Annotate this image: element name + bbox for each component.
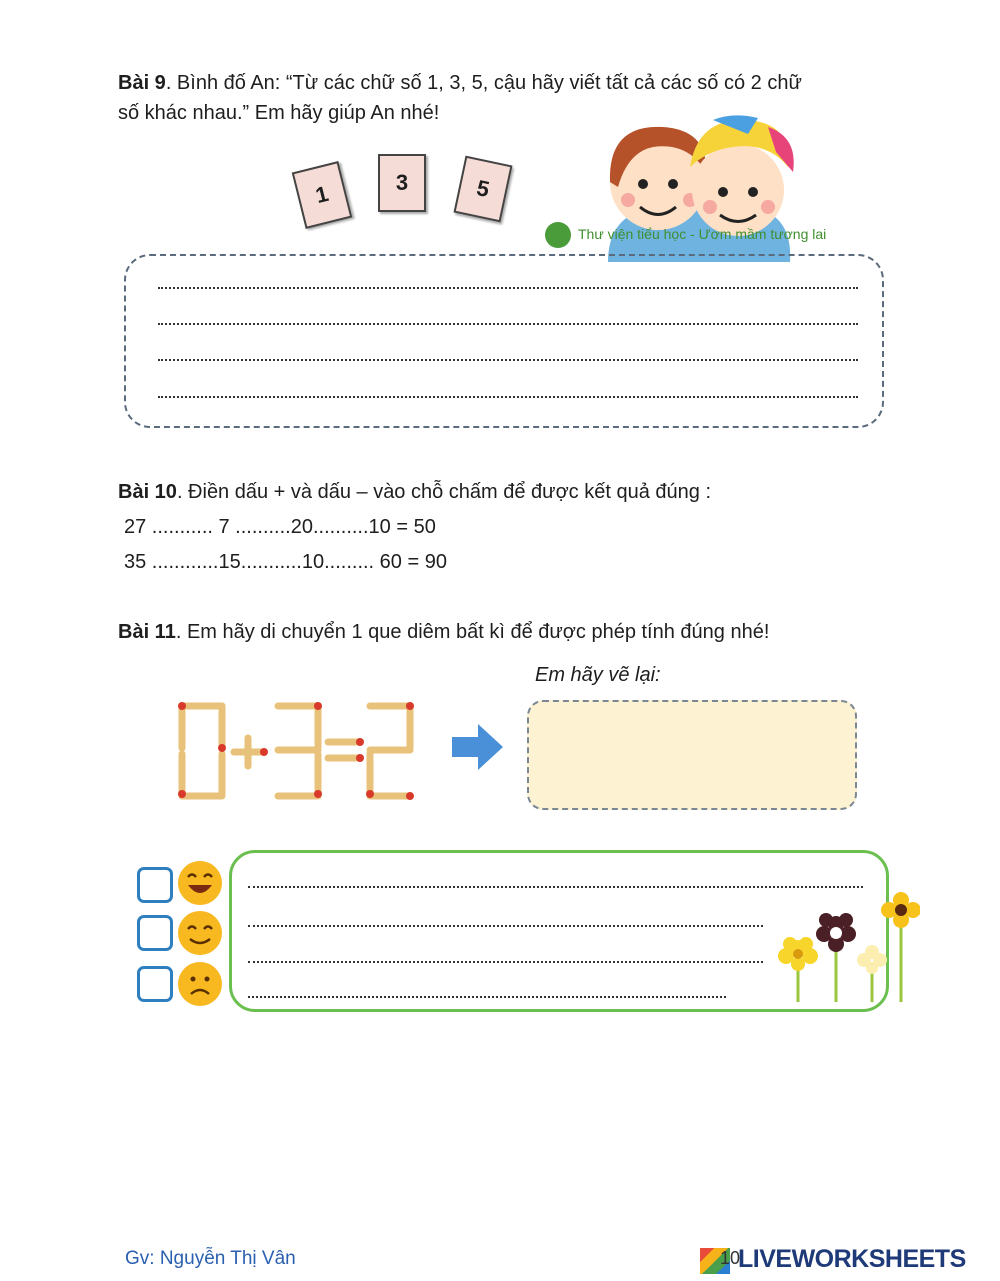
answer-line-1[interactable]: [158, 287, 858, 289]
assessment-line-4[interactable]: [248, 996, 726, 998]
right-arrow-icon: [450, 722, 505, 772]
happy-face-icon: [176, 859, 224, 907]
sad-face-icon: [176, 960, 224, 1008]
kids-illustration: [598, 112, 798, 277]
assessment-line-3[interactable]: [248, 961, 763, 963]
bai11-label: Bài 11: [118, 621, 176, 643]
bai10-heading: Bài 10. Điền dấu + và dấu – vào chỗ chấm để được kết quả đúng :: [118, 481, 712, 503]
bai9-label: Bài 9: [118, 72, 166, 94]
bai9-answer-box[interactable]: [124, 254, 884, 428]
bai9-line1: Bài 9. Bình đố An: “Từ các chữ số 1, 3, 5, cậu hãy viết tất cả các số có 2 chữ: [118, 72, 802, 94]
bai10-equation-2[interactable]: 35 ............15...........10......... 60 = 90: [124, 551, 447, 573]
flowers-decoration-icon: [776, 890, 920, 1006]
teacher-name: Gv: Nguyễn Thị Vân: [125, 1248, 296, 1269]
digit-card-5: 5: [453, 156, 512, 223]
bai10-equation-1[interactable]: 27 ........... 7 ..........20..........10 = 50: [124, 516, 436, 538]
answer-line-3[interactable]: [158, 359, 858, 361]
liveworksheets-brand[interactable]: LIVEWORKSHEETS: [738, 1245, 966, 1273]
bai10-label: Bài 10: [118, 481, 177, 503]
matchstick-equation: [170, 700, 420, 804]
smile-face-icon: [176, 909, 224, 957]
digit-card-3: 3: [378, 154, 426, 212]
page-number: 10: [720, 1248, 741, 1268]
watermark-logo-icon: [545, 222, 571, 248]
assessment-line-1[interactable]: [248, 886, 863, 888]
watermark-text: Thư viện tiểu học - Ươm mầm tương lai: [578, 226, 827, 242]
bai9-line2: số khác nhau.” Em hãy giúp An nhé!: [118, 102, 440, 124]
assessment-checkbox-smile[interactable]: [137, 915, 173, 951]
digit-card-1: 1: [292, 161, 353, 229]
bai11-heading: Bài 11. Em hãy di chuyển 1 que diêm bất kì để được phép tính đúng nhé!: [118, 621, 770, 643]
assessment-checkbox-sad[interactable]: [137, 966, 173, 1002]
draw-label: Em hãy vẽ lại:: [535, 664, 661, 686]
assessment-checkbox-happy[interactable]: [137, 867, 173, 903]
draw-answer-box[interactable]: [527, 700, 857, 810]
answer-line-4[interactable]: [158, 396, 858, 398]
answer-line-2[interactable]: [158, 323, 858, 325]
assessment-line-2[interactable]: [248, 925, 763, 927]
